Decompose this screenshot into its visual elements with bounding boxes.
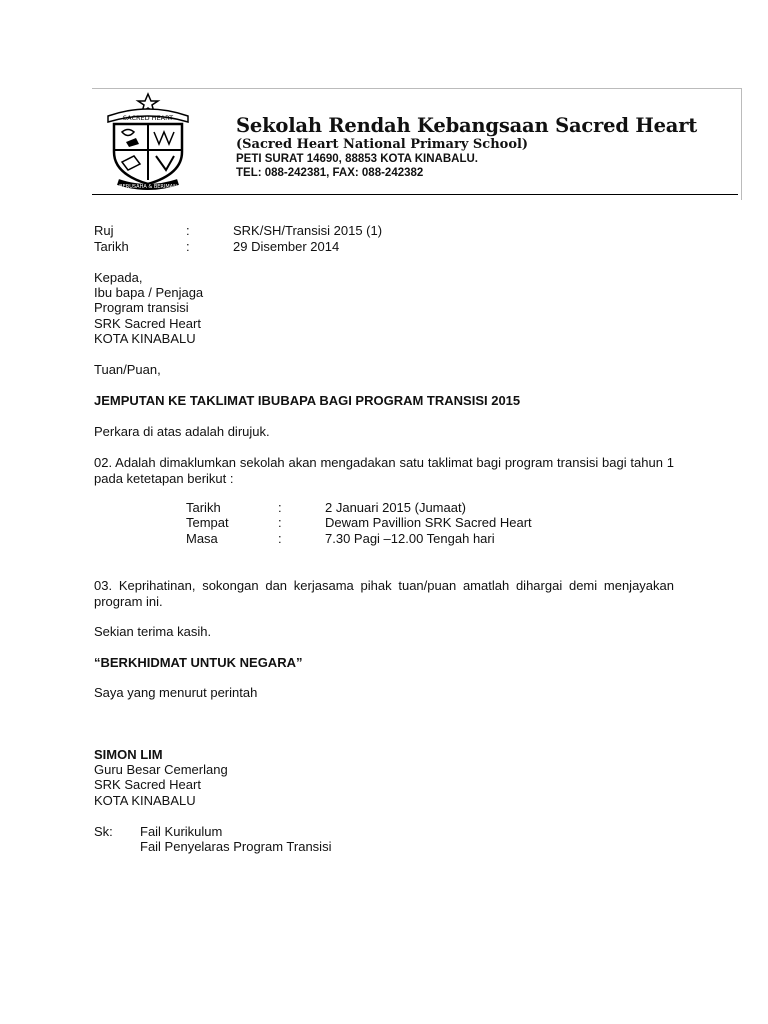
signatory-name: SIMON LIM [94,747,163,762]
motto: “BERKHIDMAT UNTUK NEGARA” [94,655,303,670]
detail-value: 7.30 Pagi –12.00 Tengah hari [325,531,495,546]
school-name-english: (Sacred Heart National Primary School) [236,137,529,152]
paragraph-announcement: 02. Adalah dimaklumkan sekolah akan mengadakan satu taklimat bagi program transisi bagi tahun 1 pada ketetapan berikut : [94,455,674,486]
ref-ruj-value: SRK/SH/Transisi 2015 (1) [233,223,383,238]
recipient-line: SRK Sacred Heart [94,316,201,331]
detail-label: Tempat [186,515,229,530]
crest-text-top: SACRED HEART [122,114,174,122]
cc-item: Fail Penyelaras Program Transisi [140,839,332,854]
recipient-line: Ibu bapa / Penjaga [94,285,204,300]
paragraph-reference: Perkara di atas adalah dirujuk. [94,424,270,439]
salutation: Tuan/Puan, [94,362,161,377]
signatory-line: SRK Sacred Heart [94,777,201,792]
signatory-line: KOTA KINABALU [94,793,196,808]
detail-colon: : [278,500,282,515]
recipient-line: Kepada, [94,270,143,285]
ref-tarikh-value: 29 Disember 2014 [233,239,340,254]
school-contact: TEL: 088-242381, FAX: 088-242382 [236,167,424,179]
ref-tarikh-colon: : [186,239,190,254]
recipient-line: Program transisi [94,300,189,315]
recipient-line: KOTA KINABALU [94,331,196,346]
cc-label: Sk: [94,824,113,839]
school-name: Sekolah Rendah Kebangsaan Sacred Heart [236,114,698,137]
sign-off: Saya yang menurut perintah [94,685,258,700]
detail-value: Dewam Pavillion SRK Sacred Heart [325,515,532,530]
subject-heading: JEMPUTAN KE TAKLIMAT IBUBAPA BAGI PROGRAM TRANSISI 2015 [94,393,521,408]
detail-label: Masa [186,531,218,546]
ref-ruj-label: Ruj [94,223,114,238]
letterhead-divider [92,194,738,195]
school-crest-icon [100,92,196,192]
closing: Sekian terima kasih. [94,624,212,639]
detail-colon: : [278,531,282,546]
school-address: PETI SURAT 14690, 88853 KOTA KINABALU. [236,153,478,165]
ref-tarikh-label: Tarikh [94,239,129,254]
paragraph-appreciation: 03. Keprihatinan, sokongan dan kerjasama pihak tuan/puan amatlah dihargai demi menjayakan program ini. [94,578,674,609]
detail-value: 2 Januari 2015 (Jumaat) [325,500,466,515]
detail-colon: : [278,515,282,530]
signatory-line: Guru Besar Cemerlang [94,762,228,777]
crest-text-bottom: BERUSAHA & BERIMAN [119,184,177,190]
cc-item: Fail Kurikulum [140,824,223,839]
detail-label: Tarikh [186,500,221,515]
ref-ruj-colon: : [186,223,190,238]
